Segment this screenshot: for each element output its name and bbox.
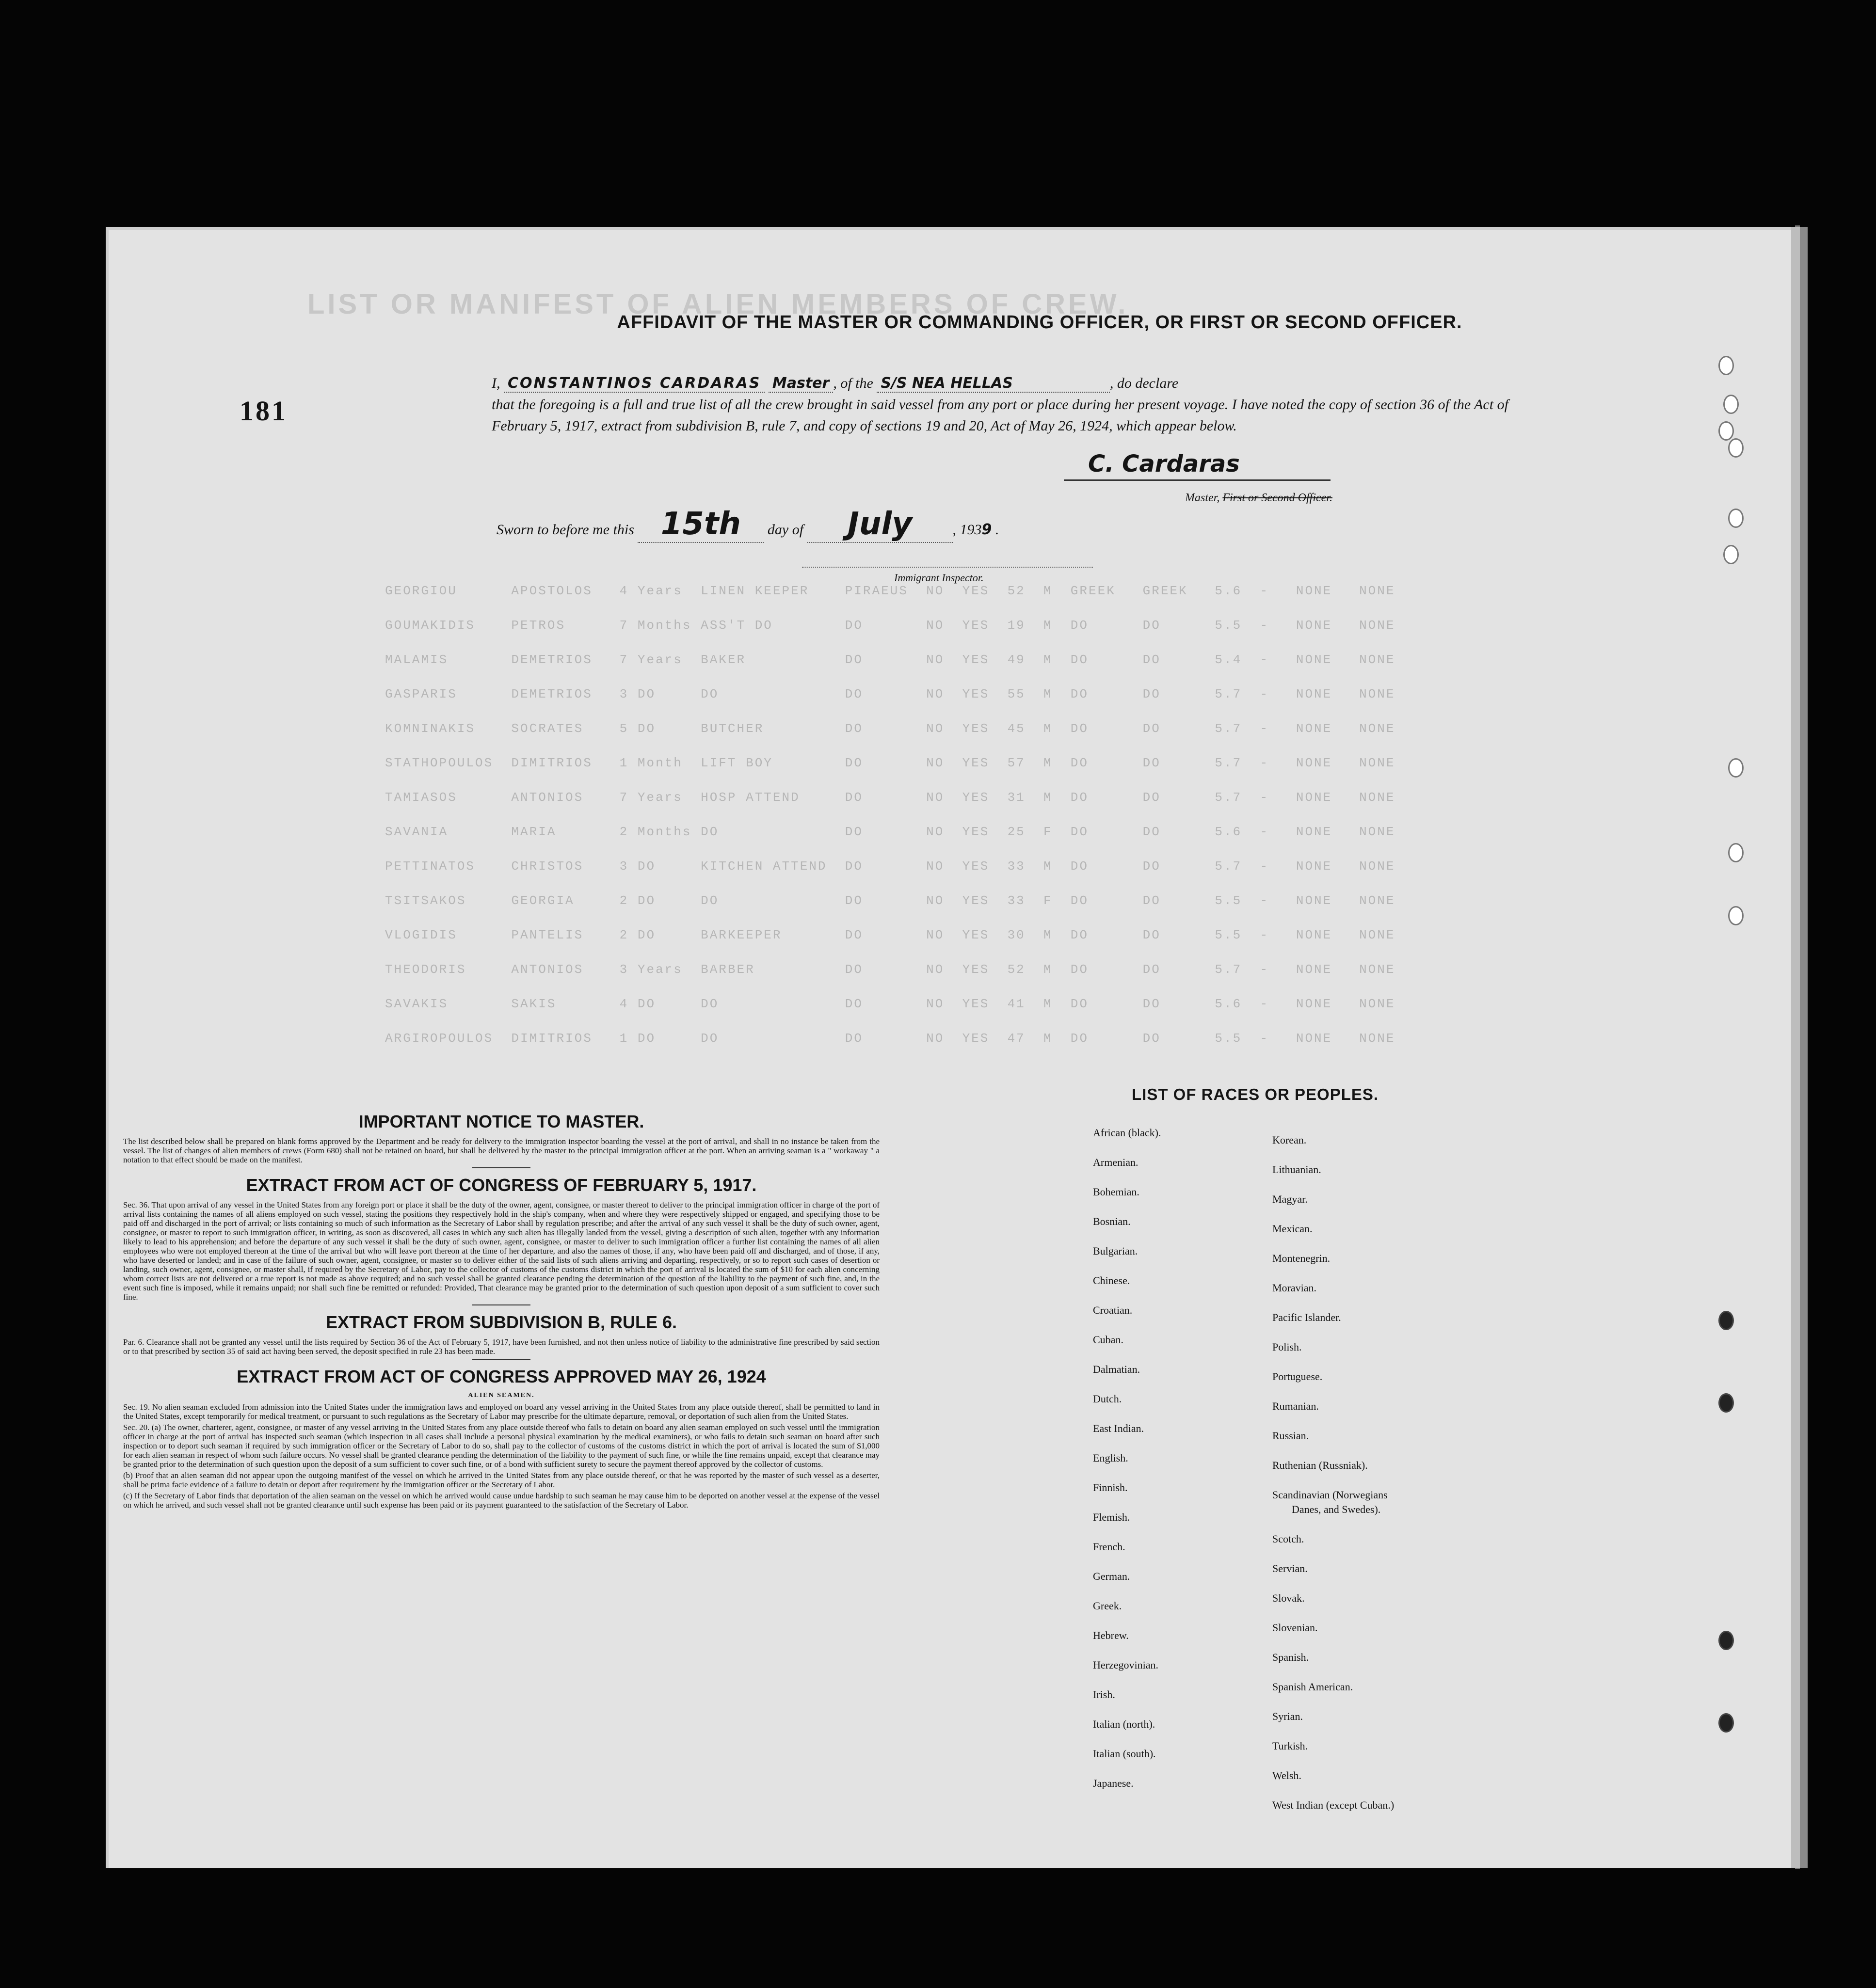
sworn-month: July xyxy=(807,506,953,543)
race-item: Turkish. xyxy=(1272,1740,1308,1752)
sworn-year-digit: 9 xyxy=(981,521,992,538)
extract-1924-subtitle: ALIEN SEAMEN. xyxy=(468,1392,535,1399)
race-item: Moravian. xyxy=(1272,1282,1317,1294)
race-item: Bulgarian. xyxy=(1093,1245,1138,1257)
ghost-row: GASPARIS DEMETRIOS 3 DO DO DO NO YES 55 M DO DO 5.7 - NONE NONE xyxy=(385,687,1395,701)
ghost-row: GEORGIOU APOSTOLOS 4 Years LINEN KEEPER PIRAEUS NO YES 52 M GREEK GREEK 5.6 - NONE NONE xyxy=(385,584,1395,598)
race-item: African (black). xyxy=(1093,1127,1161,1139)
master-rank: Master xyxy=(769,375,833,393)
races-right-column xyxy=(1272,1134,1476,1829)
punch-hole xyxy=(1728,843,1744,862)
extract-1924-sec20a: Sec. 20. (a) The owner, charterer, agent, consignee, or master of any vessel arriving in the United States from any place outside thereof who fails to detain on board any alien seaman employed on such vessel until the immigration officer in charge at the port of arrival has inspected such seaman (which inspection in all cases shall include a personal physical examination by the medical examiners), or who fails to detain such seaman on board after such inspection or to deport such seaman if required by such immigration officer or the Secretary of Labor to do so, shall pay to the collector of customs of the customs district in which the port of arrival is located the sum of $1,000 for each alien seaman in respect of whom such failure occurs. No vessel shall be granted clearance pending the determination of the liability to the payment of such fine, or while the fine remains unpaid, except that clearance may be granted prior to the determination of such question upon the deposit of a sum sufficient to cover such fine, or of a bond with sufficient surety to secure the payment thereof approved by the collector of customs. xyxy=(123,1423,880,1469)
inspector-signature-line xyxy=(802,567,1093,568)
divider xyxy=(472,1359,530,1360)
race-item: Japanese. xyxy=(1093,1777,1134,1789)
race-item: Dutch. xyxy=(1093,1393,1122,1405)
race-item: German. xyxy=(1093,1570,1130,1582)
race-item: Croatian. xyxy=(1093,1304,1133,1316)
sworn-year-prefix: , 193 xyxy=(952,522,982,538)
race-item: Slovenian. xyxy=(1272,1622,1318,1634)
affidavit-declaration xyxy=(492,373,1510,437)
race-item: English. xyxy=(1093,1452,1128,1464)
race-item: Bohemian. xyxy=(1093,1186,1139,1198)
race-item: Ruthenian (Russniak). xyxy=(1272,1459,1368,1471)
punch-hole xyxy=(1718,1393,1734,1413)
punch-hole xyxy=(1723,395,1739,414)
extract-1917-title: EXTRACT FROM ACT OF CONGRESS OF FEBRUARY 5, 1917. xyxy=(246,1175,757,1195)
divider xyxy=(472,1167,530,1168)
master-signature: C. Cardaras xyxy=(1088,450,1240,477)
race-item: Armenian. xyxy=(1093,1156,1138,1168)
punch-hole xyxy=(1728,438,1744,458)
ghost-row: KOMNINAKIS SOCRATES 5 DO BUTCHER DO NO YES 45 M DO DO 5.7 - NONE NONE xyxy=(385,721,1395,736)
ghost-row: SAVANIA MARIA 2 Months DO DO NO YES 25 F DO DO 5.6 - NONE NONE xyxy=(385,825,1395,839)
affidavit-first-line xyxy=(492,373,1510,394)
extract-1924-sec19: Sec. 19. No alien seaman excluded from admission into the United States under the immigration laws and employed on board any vessel arriving in the United States from any place outside thereof, shall be permitted to land in the United States, except temporarily for medical treatment, or pursuant to such regulations as the Secretary of Labor may prescribe for the ultimate departure, removal, or deportation of such alien from the United States. xyxy=(123,1402,880,1421)
title-struck-officer: First or Second Officer. xyxy=(1222,492,1332,504)
race-item: Bosnian. xyxy=(1093,1215,1131,1227)
race-item: Cuban. xyxy=(1093,1334,1123,1346)
race-item: Greek. xyxy=(1093,1600,1122,1612)
extract-1924-sec20c: (c) If the Secretary of Labor finds that deportation of the alien seaman on the vessel on which he arrived would cause undue hardship to such seaman he may cause him to be deported on another vessel at the expense of the vessel on which he arrived, and such vessel shall not be granted clearance until such expense has been paid or its payment guaranteed to the satisfaction of the Secretary of Labor. xyxy=(123,1491,880,1510)
punch-hole xyxy=(1718,421,1734,441)
race-item: Welsh. xyxy=(1272,1769,1301,1781)
ghost-row: GOUMAKIDIS PETROS 7 Months ASS'T DO DO NO YES 19 M DO DO 5.5 - NONE NONE xyxy=(385,618,1395,633)
race-item: Russian. xyxy=(1272,1430,1309,1442)
extract-1924-sec20b: (b) Proof that an alien seaman did not appear upon the outgoing manifest of the vessel on which he arrived in the United States from any place outside thereof, or that he was reported by the master of such vessel as a deserter, shall be prima facie evidence of a failure to detain or deport after requirement by the immigration officer or the Secretary of Labor. xyxy=(123,1471,880,1489)
notice-section xyxy=(123,1105,880,1511)
ghost-row: THEODORIS ANTONIOS 3 Years BARBER DO NO YES 52 M DO DO 5.7 - NONE NONE xyxy=(385,962,1395,977)
ghost-row: PETTINATOS CHRISTOS 3 DO KITCHEN ATTEND DO NO YES 33 M DO DO 5.7 - NONE NONE xyxy=(385,859,1395,874)
punch-hole xyxy=(1718,1311,1734,1330)
important-notice-text: The list described below shall be prepared on blank forms approved by the Department and be ready for delivery to the immigration inspector boarding the vessel at the port of arrival, and shall in no instance be taken from the vessel. The list of changes of alien members of crews (Form 680) shall not be retained on board, but shall be delivered by the master to the principal immigration officer at the port. When an arriving seaman is a " workaway " a notation to that effect should be made on the manifest. xyxy=(123,1137,880,1164)
races-left-column xyxy=(1093,1127,1258,1807)
race-item: Pacific Islander. xyxy=(1272,1311,1341,1323)
punch-hole xyxy=(1728,758,1744,778)
ghost-crew-rows xyxy=(385,584,1694,1066)
race-item: Danes, and Swedes). xyxy=(1292,1503,1381,1515)
race-item: Scotch. xyxy=(1272,1533,1304,1545)
race-item: Portuguese. xyxy=(1272,1370,1323,1383)
race-item: Hebrew. xyxy=(1093,1629,1129,1641)
page-edge xyxy=(1795,225,1800,1869)
race-item: Italian (south). xyxy=(1093,1748,1156,1760)
punch-hole xyxy=(1718,1713,1734,1733)
race-item: Flemish. xyxy=(1093,1511,1130,1523)
extract-1917-text: Sec. 36. That upon arrival of any vessel in the United States from any foreign port or place it shall be the duty of the owner, agent, consignee, or master thereof to deliver to the principal immigration officer in charge of the port of arrival lists containing the names of all aliens employed on such vessel, stating the positions they respectively hold in the ship's company, when and where they were respectively shipped or engaged, and specifying those to be paid off and discharged in the port of arrival; or lists containing so much of such information as the Secretary of Labor shall by regulation prescribe; and after the arrival of any such vessel it shall be the duty of such owner, agent, consignee, or master to report to such immigration officer, in writing, as soon as discovered, all cases in which any such alien has illegally landed from the vessel, giving a description of such alien, together with any information likely to lead to his apprehension; and before the departure of any such vessel it shall be the duty of such owner, agent, consignee, or master to deliver to such immigration officer a further list containing the names of all alien employees who were not employed thereon at the time of the arrival but who will leave port thereon at the time of her departure, and also the names of those, if any, who have been paid off and discharged, and of those, if any, who have deserted or landed; and in case of the failure of such owner, agent, consignee, or master so to deliver either of the said lists of such aliens arriving and departing, respectively, or so to report such cases of desertion or landing, such owner, agent, consignee, or master shall, if required by the Secretary of Labor, pay to the collector of customs of the customs district in which the port of arrival is located the sum of $10 for each alien concerning whom correct lists are not delivered or a true report is not made as above required; and no such vessel shall be granted clearance pending the determination of the question of the liability to the payment of such fine, and, in the event such fine is imposed, while it remains unpaid; nor shall such fine be remitted or refunded: Provided, That clearance may be granted prior to the determination of such question upon deposit of a sum sufficient to cover such fine. xyxy=(123,1200,880,1302)
extract-rule6-text: Par. 6. Clearance shall not be granted any vessel until the lists required by Section 36 of the Act of February 5, 1917, have been furnished, and not then unless notice of liability to the administrative fine prescribed by said section or to that prescribed by section 35 of said act having been served, the deposit specified in rule 23 has been made. xyxy=(123,1337,880,1356)
important-notice-title: IMPORTANT NOTICE TO MASTER. xyxy=(358,1112,644,1131)
race-item: Finnish. xyxy=(1093,1481,1128,1494)
race-item: East Indian. xyxy=(1093,1422,1144,1434)
ghost-row: SAVAKIS SAKIS 4 DO DO DO NO YES 41 M DO DO 5.6 - NONE NONE xyxy=(385,997,1395,1011)
race-item: Dalmatian. xyxy=(1093,1363,1140,1375)
race-item: Korean. xyxy=(1272,1134,1307,1146)
title-master: Master, xyxy=(1185,492,1220,504)
race-item: Montenegrin. xyxy=(1272,1252,1331,1264)
extract-rule6-title: EXTRACT FROM SUBDIVISION B, RULE 6. xyxy=(325,1312,677,1332)
punch-hole xyxy=(1723,545,1739,564)
race-item: Slovak. xyxy=(1272,1592,1305,1604)
race-item: Chinese. xyxy=(1093,1274,1130,1287)
race-item: French. xyxy=(1093,1541,1125,1553)
races-list-title: LIST OF RACES OR PEOPLES. xyxy=(1132,1085,1379,1103)
punch-hole xyxy=(1728,509,1744,528)
affidavit-prefix: I, xyxy=(492,375,500,391)
race-item: Irish. xyxy=(1093,1688,1115,1701)
ghost-row: TSITSAKOS GEORGIA 2 DO DO DO NO YES 33 F DO DO 5.5 - NONE NONE xyxy=(385,893,1395,908)
sworn-day: 15th xyxy=(638,506,764,543)
race-item: Magyar. xyxy=(1272,1193,1308,1205)
race-item: Italian (north). xyxy=(1093,1718,1155,1730)
sworn-day-of: day of xyxy=(767,522,804,538)
race-item: Servian. xyxy=(1272,1562,1308,1574)
race-item: Polish. xyxy=(1272,1341,1302,1353)
race-item: Rumanian. xyxy=(1272,1400,1319,1412)
do-declare-text: , do declare xyxy=(1109,375,1179,391)
divider xyxy=(472,1304,530,1305)
affidavit-body-text: that the foregoing is a full and true list of all the crew brought in said vessel from any port or place during her present voyage. I have noted the copy of section 36 of the Act of February 5, 1917, extract from subdivision B, rule 7, and copy of sections 19 and 20, Act of May 26, 1924, which appear below. xyxy=(492,397,1508,434)
race-item: Herzegovinian. xyxy=(1093,1659,1158,1671)
of-the-text: , of the xyxy=(833,375,873,391)
punch-hole xyxy=(1728,906,1744,925)
affidavit-title: AFFIDAVIT OF THE MASTER OR COMMANDING OFFICER, OR FIRST OR SECOND OFFICER. xyxy=(617,312,1462,333)
race-item: Mexican. xyxy=(1272,1223,1313,1235)
punch-hole xyxy=(1718,356,1734,375)
race-item: Syrian. xyxy=(1272,1710,1303,1722)
signature-title xyxy=(1185,492,1332,505)
ghost-row: ARGIROPOULOS DIMITRIOS 1 DO DO DO NO YES 47 M DO DO 5.5 - NONE NONE xyxy=(385,1031,1395,1046)
master-name: CONSTANTINOS CARDARAS xyxy=(504,375,765,393)
manifest-page xyxy=(106,227,1791,1868)
ghost-row: MALAMIS DEMETRIOS 7 Years BAKER DO NO YES 49 M DO DO 5.4 - NONE NONE xyxy=(385,652,1395,667)
ghost-row: TAMIASOS ANTONIOS 7 Years HOSP ATTEND DO NO YES 31 M DO DO 5.7 - NONE NONE xyxy=(385,790,1395,805)
vessel-name: S/S NEA HELLAS xyxy=(877,375,1110,393)
race-item: Spanish American. xyxy=(1272,1681,1353,1693)
inspector-label: Immigrant Inspector. xyxy=(894,572,984,584)
ghost-manifest-header: LIST OR MANIFEST OF ALIEN MEMBERS OF CREW. xyxy=(307,288,1129,320)
ghost-row: VLOGIDIS PANTELIS 2 DO BARKEEPER DO NO YES 30 M DO DO 5.5 - NONE NONE xyxy=(385,928,1395,942)
sworn-prefix: Sworn to before me this xyxy=(497,522,634,538)
punch-hole xyxy=(1718,1631,1734,1650)
race-item: Lithuanian. xyxy=(1272,1163,1321,1176)
race-item: Spanish. xyxy=(1272,1651,1309,1663)
signature-line xyxy=(1064,479,1331,481)
sworn-statement: Sworn to before me this 15th day of July , 1939 . xyxy=(497,506,999,542)
extract-1924-title: EXTRACT FROM ACT OF CONGRESS APPROVED MAY 26, 1924 xyxy=(237,1367,766,1386)
race-item: West Indian (except Cuban.) xyxy=(1272,1799,1395,1811)
page-number: 181 xyxy=(240,395,288,427)
ghost-row: STATHOPOULOS DIMITRIOS 1 Month LIFT BOY DO NO YES 57 M DO DO 5.7 - NONE NONE xyxy=(385,756,1395,770)
race-item: Scandinavian (Norwegians xyxy=(1272,1489,1388,1501)
